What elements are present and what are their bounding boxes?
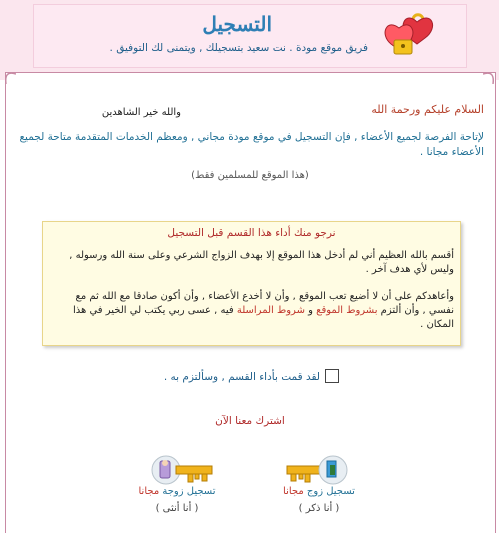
register-female-link[interactable] [122,486,232,497]
agree-checkbox[interactable] [325,369,339,383]
register-male-link[interactable] [264,486,374,497]
site-terms-link[interactable]: بشروط الموقع [316,305,378,316]
oath-signature: والله خير الشاهدين [101,107,181,118]
page-title: التسجيل [202,12,272,36]
agree-label: لقد قمت بأداء القسم , وسألتزم به . [163,371,320,383]
register-female-sublabel: ( أنا أنثى ) [155,503,199,514]
intro-text: لإتاحة الفرصة لجميع الأعضاء , فإن التسجيل في موقع مودة مجاني , ومعظم الخدمات المتقدمة متاحة لجميع الأعضاء مجانا . [19,131,484,158]
page-subtitle: فريق موقع مودة . نت سعيد بتسجيلك , ويتمنى لك التوفيق . [109,42,368,54]
oath-paragraph-1: أقسم بالله العظيم أني لم أدخل هذا الموقع إلا بهدف الزواج الشرعي وعلى سنة الله ورسوله , وليس لأي هدف آخر . [69,250,454,275]
register-female-label: تسجيل زوجة [162,486,216,497]
greeting-text: السلام عليكم ورحمة الله [371,103,484,116]
muslims-only-notice: (هذا الموقع للمسلمين فقط) [191,170,309,181]
register-male-sublabel: ( أنا ذكر ) [298,503,340,514]
register-male-label: تسجيل زوج [306,486,355,497]
oath-text: و [304,305,317,316]
oath-heading: نرجو منك أداء هذا القسم قبل التسجيل [167,227,336,239]
hearts-lock-icon [377,10,439,60]
messaging-terms-link[interactable]: شروط المراسلة [236,305,305,316]
oath-box [42,221,461,346]
free-badge: مجانا [283,486,304,497]
free-badge: مجانا [138,486,160,497]
oath-paragraph-2 [49,290,454,332]
join-now-heading: اشترك معنا الآن [215,415,285,427]
frame-corner-ornament-icon [0,68,16,84]
frame-corner-ornament-icon [483,68,499,84]
oath-text: وأعاهدكم على أن لا أضيع تعب الموقع , وأن لا أخدع الأعضاء , وأن أكون صادقا مع الله ثم مع نفسي , وأن ألتزم [75,291,454,316]
oath-text: فيه , عسى ربي يكتب لي الخير في هذا المكان . [72,305,454,330]
